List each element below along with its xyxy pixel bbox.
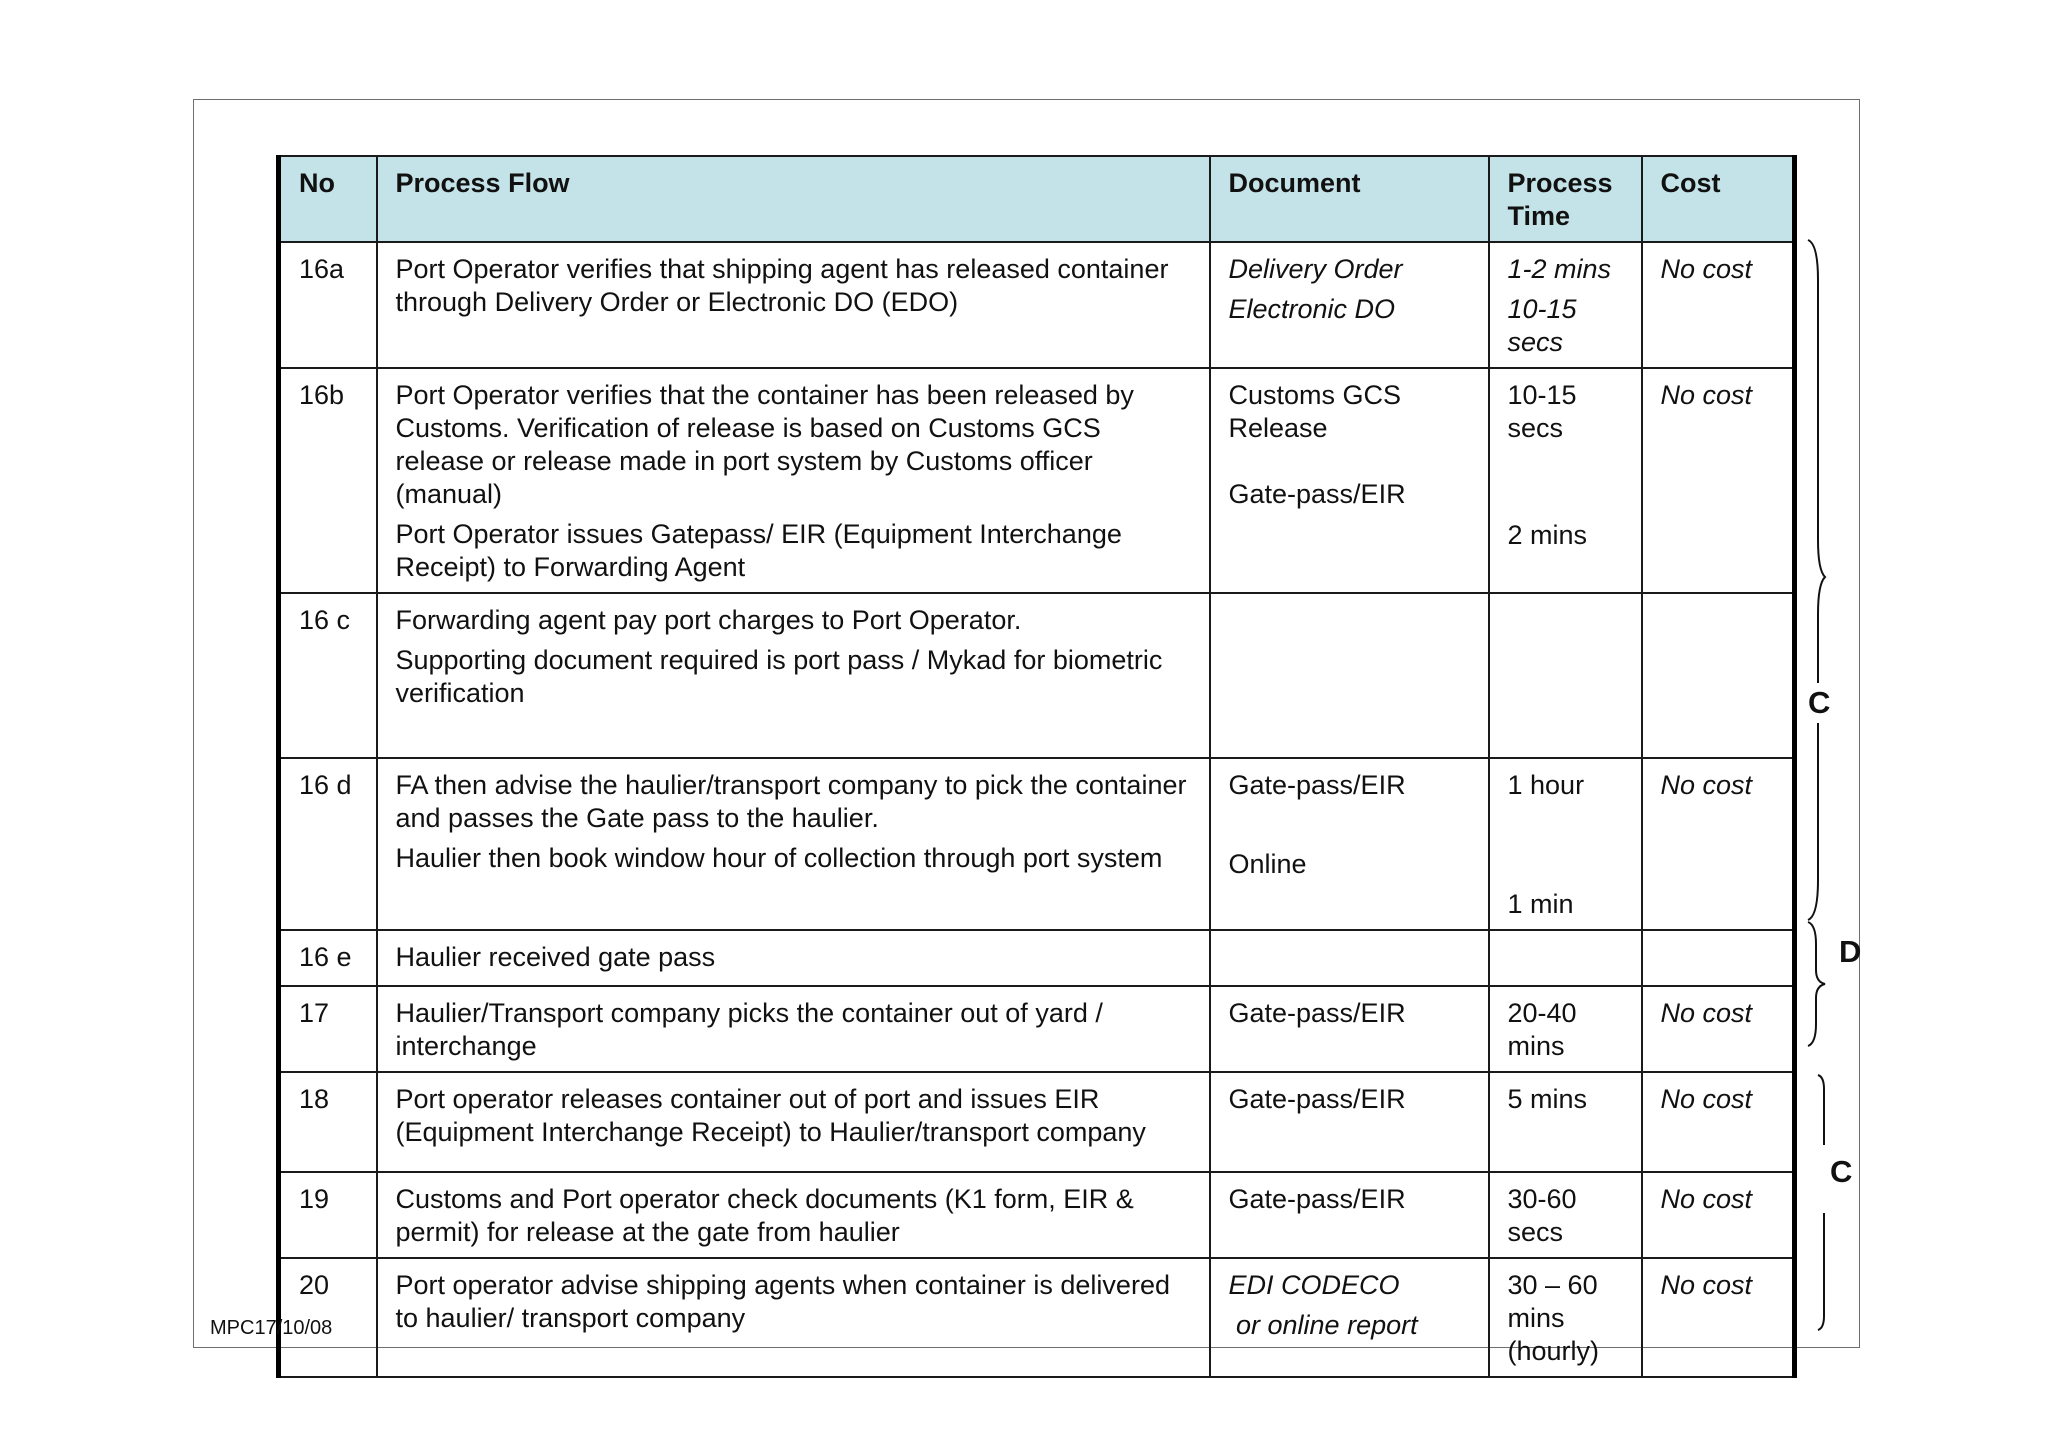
row-no: 19 bbox=[279, 1172, 377, 1258]
slide-frame bbox=[193, 99, 1862, 1366]
brace-d bbox=[1806, 922, 1828, 1046]
header-process-time: Process Time bbox=[1489, 156, 1642, 242]
row-document: EDI CODECO or online report bbox=[1210, 1258, 1489, 1377]
row-cost: No cost bbox=[1642, 986, 1795, 1072]
row-process-time: 5 mins bbox=[1489, 1072, 1642, 1172]
row-no: 16b bbox=[279, 368, 377, 593]
row-process-flow: Customs and Port operator check documents (K1 form, EIR & permit) for release at the gate from haulier bbox=[377, 1172, 1210, 1258]
table-header-row bbox=[279, 156, 1795, 242]
brace-c-upper bbox=[1806, 240, 1826, 920]
table-row bbox=[279, 1258, 1795, 1377]
row-process-flow: Port operator advise shipping agents when container is delivered to haulier/ transport company bbox=[377, 1258, 1210, 1377]
header-no: No bbox=[279, 156, 377, 242]
row-process-time bbox=[1489, 930, 1642, 986]
table-row bbox=[279, 1172, 1795, 1258]
row-document: Delivery Order Electronic DO bbox=[1210, 242, 1489, 368]
row-process-flow: Haulier/Transport company picks the container out of yard / interchange bbox=[377, 986, 1210, 1072]
row-no: 16a bbox=[279, 242, 377, 368]
row-document: Gate-pass/EIR bbox=[1210, 1072, 1489, 1172]
row-document: Gate-pass/EIR Online bbox=[1210, 758, 1489, 930]
row-document bbox=[1210, 930, 1489, 986]
brace-c-lower bbox=[1816, 1075, 1832, 1330]
row-process-time: 1-2 mins 10-15 secs bbox=[1489, 242, 1642, 368]
header-document: Document bbox=[1210, 156, 1489, 242]
bracket-label-c-lower: C bbox=[1830, 1154, 1853, 1189]
row-document bbox=[1210, 593, 1489, 758]
row-process-flow: Port Operator verifies that the container has been released by Customs. Verification of release is based on Customs GCS release or release made in port system by Customs officer (manual) Port Operator issues Gatepass/ EIR (Equipment Interchange Receipt) to Forwarding Agent bbox=[377, 368, 1210, 593]
row-cost bbox=[1642, 593, 1795, 758]
row-process-time: 30 – 60 mins (hourly) bbox=[1489, 1258, 1642, 1377]
row-document: Customs GCS Release Gate-pass/EIR bbox=[1210, 368, 1489, 593]
row-cost: No cost bbox=[1642, 1072, 1795, 1172]
table-row bbox=[279, 930, 1795, 986]
row-cost bbox=[1642, 930, 1795, 986]
row-process-time bbox=[1489, 593, 1642, 758]
row-process-flow: Port operator releases container out of port and issues EIR (Equipment Interchange Receipt) to Haulier/transport company bbox=[377, 1072, 1210, 1172]
bracket-label-d: D bbox=[1839, 934, 1862, 969]
row-process-flow: Haulier received gate pass bbox=[377, 930, 1210, 986]
row-cost: No cost bbox=[1642, 368, 1795, 593]
row-no: 16 c bbox=[279, 593, 377, 758]
row-process-time: 30-60 secs bbox=[1489, 1172, 1642, 1258]
row-document: Gate-pass/EIR bbox=[1210, 1172, 1489, 1258]
row-no: 17 bbox=[279, 986, 377, 1072]
table-row bbox=[279, 1072, 1795, 1172]
row-cost: No cost bbox=[1642, 1258, 1795, 1377]
row-no: 16 e bbox=[279, 930, 377, 986]
header-cost: Cost bbox=[1642, 156, 1795, 242]
table-row bbox=[279, 368, 1795, 593]
row-process-time: 1 hour 1 min bbox=[1489, 758, 1642, 930]
table-row bbox=[279, 758, 1795, 930]
row-process-flow: FA then advise the haulier/transport company to pick the container and passes the Gate pass to the haulier. Haulier then book window hour of collection through port system bbox=[377, 758, 1210, 930]
row-cost: No cost bbox=[1642, 758, 1795, 930]
row-process-time: 20-40 mins bbox=[1489, 986, 1642, 1072]
bracket-label-c-upper: C bbox=[1808, 683, 1830, 723]
footer-code: MPC17/10/08 bbox=[210, 1317, 333, 1339]
row-cost: No cost bbox=[1642, 1172, 1795, 1258]
row-no: 16 d bbox=[279, 758, 377, 930]
row-process-flow: Forwarding agent pay port charges to Port Operator. Supporting document required is port pass / Mykad for biometric verification bbox=[377, 593, 1210, 758]
row-document: Gate-pass/EIR bbox=[1210, 986, 1489, 1072]
table-row bbox=[279, 242, 1795, 368]
process-table bbox=[276, 155, 1797, 1378]
row-no: 20 bbox=[279, 1258, 377, 1377]
header-process-flow: Process Flow bbox=[377, 156, 1210, 242]
row-process-time: 10-15 secs 2 mins bbox=[1489, 368, 1642, 593]
table-row bbox=[279, 986, 1795, 1072]
table-row bbox=[279, 593, 1795, 758]
row-no: 18 bbox=[279, 1072, 377, 1172]
row-process-flow: Port Operator verifies that shipping agent has released container through Delivery Order or Electronic DO (EDO) bbox=[377, 242, 1210, 368]
row-cost: No cost bbox=[1642, 242, 1795, 368]
